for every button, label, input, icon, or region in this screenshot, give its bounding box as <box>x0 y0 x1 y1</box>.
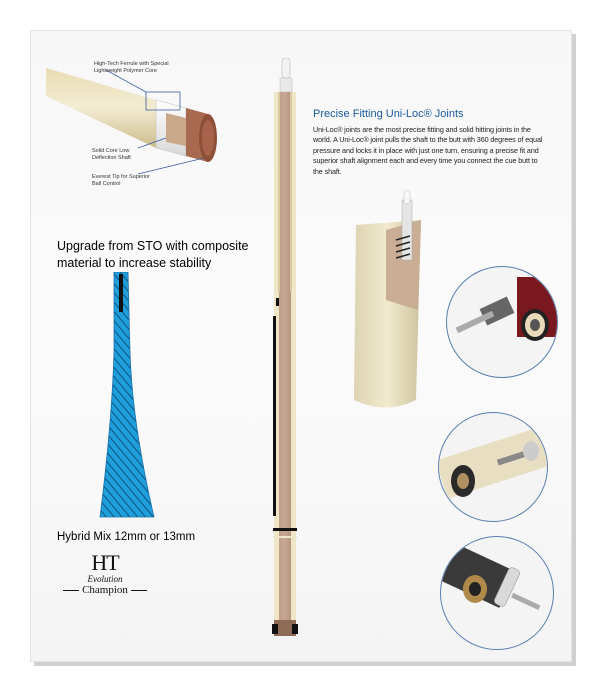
core-label: Solid Core Low Deflection Shaft <box>92 148 131 161</box>
joint-detail-circle-3 <box>440 536 554 650</box>
ht-logo <box>55 552 155 604</box>
joint-detail-circle-1 <box>446 266 558 378</box>
joint-photo-2 <box>439 413 547 521</box>
ferrule-label: High-Tech Ferrule with Special Lightweight Polymer Core <box>94 61 169 74</box>
cue-cross-section <box>262 58 312 638</box>
upgrade-line-2: material to increase stability <box>57 256 212 270</box>
uniloc-title: Precise Fitting Uni-Loc® Joints <box>313 108 464 120</box>
uniloc-body: Uni-Loc® joints are the most precise fitting and solid hitting joints in the world. A Uni-Loc® joint pulls the shaft to the butt with 360 degrees of equal pressure and locks it in place with just one turn, ensuring a precise fit and superior shaft alignment each and every time you connect the cue butt to the shaft. <box>313 125 543 176</box>
logo-rule-left <box>63 590 79 591</box>
tip-label: Everest Tip for Superior Ball Control <box>92 174 150 187</box>
composite-shaft-diagram <box>96 272 156 522</box>
joint-photo-1 <box>447 267 557 377</box>
logo-line-2: Champion <box>82 584 128 596</box>
upgrade-line-1: Upgrade from STO with composite <box>57 239 249 253</box>
logo-line-1: Evolution <box>87 574 123 584</box>
joint-detail-circle-2 <box>438 412 548 522</box>
joint-photo-3 <box>441 537 553 649</box>
upgrade-text <box>57 238 267 272</box>
ferrule-diagram <box>46 58 226 188</box>
logo-rule-right <box>131 590 147 591</box>
hybrid-text: Hybrid Mix 12mm or 13mm <box>57 531 196 543</box>
logo-mark: HT <box>91 550 119 575</box>
joint-cutaway <box>346 190 436 415</box>
